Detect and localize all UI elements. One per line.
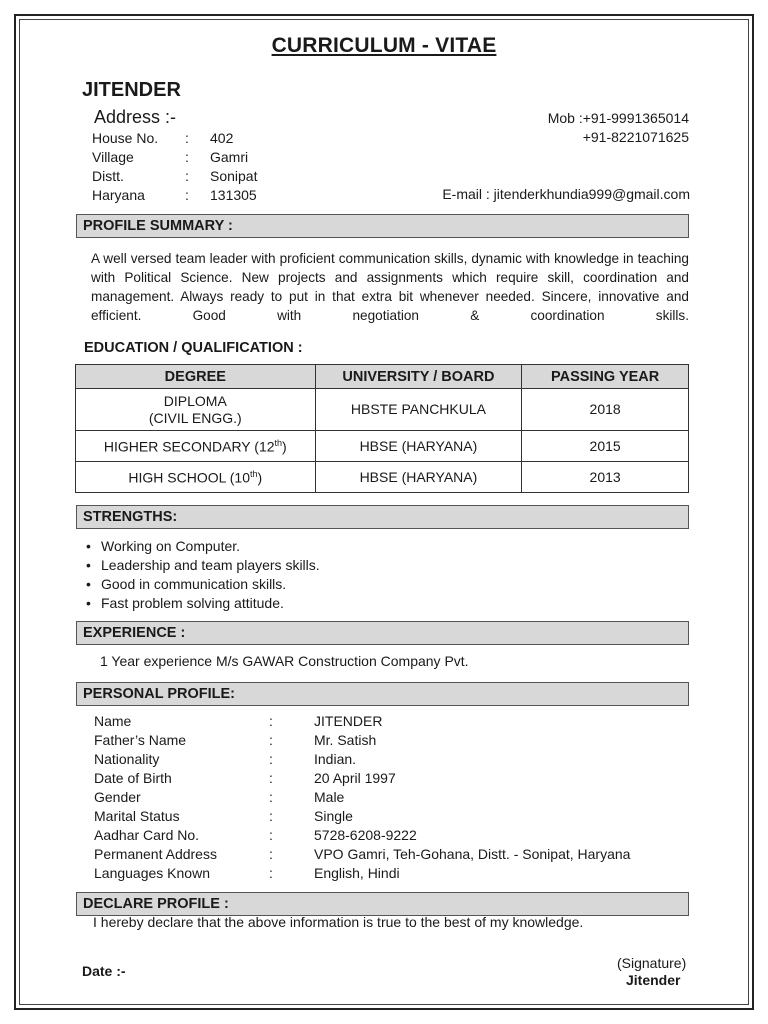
strengths-list <box>86 537 320 613</box>
email-address: E-mail : jitenderkhundia999@gmail.com <box>442 186 690 202</box>
list-item: • Leadership and team players skills. <box>86 556 320 575</box>
profile-value: Single <box>314 808 353 824</box>
table-header-row <box>76 365 689 389</box>
profile-colon: : <box>269 751 273 767</box>
profile-value: Mr. Satish <box>314 732 377 748</box>
profile-value: VPO Gamri, Teh-Gohana, Distt. - Sonipat, Haryana <box>314 846 631 862</box>
address-colon: : <box>185 187 189 203</box>
profile-key: Name <box>94 713 132 729</box>
experience-text: 1 Year experience M/s GAWAR Construction Company Pvt. <box>100 653 469 669</box>
profile-value: 5728-6208-9222 <box>314 827 417 843</box>
profile-colon: : <box>269 732 273 748</box>
mobile-primary: Mob :+91-9991365014 <box>547 110 689 126</box>
profile-row-marital <box>94 808 353 824</box>
profile-colon: : <box>269 770 273 786</box>
address-heading: Address :- <box>94 107 177 127</box>
profile-value: JITENDER <box>314 713 383 729</box>
education-heading: EDUCATION / QUALIFICATION : <box>84 340 303 356</box>
list-item: • Fast problem solving attitude. <box>86 594 320 613</box>
address-key: Village <box>92 149 134 165</box>
address-row-distt <box>92 168 257 184</box>
year-cell: 2018 <box>522 389 689 431</box>
profile-key: Date of Birth <box>94 770 172 786</box>
profile-row-name <box>94 713 382 729</box>
profile-value: Indian. <box>314 751 357 767</box>
table-header-cell: DEGREE <box>76 365 316 389</box>
profile-row-languages <box>94 865 400 881</box>
address-row-house <box>92 130 233 146</box>
experience-heading: EXPERIENCE : <box>76 621 689 645</box>
degree-text: HIGH SCHOOL (10 <box>128 469 251 486</box>
degree-sup: th <box>274 437 283 448</box>
address-colon: : <box>185 149 189 165</box>
profile-value: 20 April 1997 <box>314 770 396 786</box>
profile-key: Gender <box>94 789 141 805</box>
degree-line: DIPLOMA <box>163 392 227 409</box>
board-cell: HBSE (HARYANA) <box>315 462 522 493</box>
document-title: CURRICULUM - VITAE <box>271 34 497 57</box>
profile-key: Marital Status <box>94 808 180 824</box>
profile-colon: : <box>269 846 273 862</box>
applicant-name: JITENDER <box>82 79 181 101</box>
profile-row-father <box>94 732 376 748</box>
signature-name: Jitender <box>626 972 681 988</box>
declare-heading: DECLARE PROFILE : <box>76 892 689 916</box>
profile-colon: : <box>269 808 273 824</box>
profile-row-nationality <box>94 751 356 767</box>
profile-value: English, Hindi <box>314 865 400 881</box>
address-value: 402 <box>210 130 234 146</box>
year-cell: 2015 <box>522 431 689 462</box>
address-row-state <box>92 187 257 203</box>
address-value: 131305 <box>210 187 257 203</box>
address-key: Distt. <box>92 168 124 184</box>
profile-value: Male <box>314 789 345 805</box>
degree-cell <box>76 462 316 493</box>
profile-summary-heading: PROFILE SUMMARY : <box>76 214 689 238</box>
profile-key: Aadhar Card No. <box>94 827 200 843</box>
profile-key: Languages Known <box>94 865 210 881</box>
mobile-secondary: +91-8221071625 <box>582 129 689 145</box>
date-label: Date :- <box>82 963 126 979</box>
degree-end: ) <box>257 469 263 486</box>
degree-text: HIGHER SECONDARY (12 <box>103 438 275 455</box>
degree-line: (CIVIL ENGG.) <box>148 409 242 426</box>
profile-row-address <box>94 846 630 862</box>
address-value: Gamri <box>210 149 249 165</box>
profile-colon: : <box>269 865 273 881</box>
table-header-cell: UNIVERSITY / BOARD <box>315 365 522 389</box>
address-key: House No. <box>92 130 159 146</box>
degree-cell <box>76 431 316 462</box>
profile-colon: : <box>269 789 273 805</box>
profile-row-gender <box>94 789 344 805</box>
list-item: • Working on Computer. <box>86 537 320 556</box>
board-cell: HBSE (HARYANA) <box>315 431 522 462</box>
profile-key: Permanent Address <box>94 846 217 862</box>
table-header-cell: PASSING YEAR <box>522 365 689 389</box>
education-table <box>75 364 689 493</box>
address-key: Haryana <box>92 187 145 203</box>
year-cell: 2013 <box>522 462 689 493</box>
degree-sup: th <box>250 468 258 479</box>
address-colon: : <box>185 168 189 184</box>
strengths-heading: STRENGTHS: <box>76 505 689 529</box>
address-colon: : <box>185 130 189 146</box>
declare-text: I hereby declare that the above information is true to the best of my knowledge. <box>93 914 584 930</box>
table-row <box>76 389 689 431</box>
degree-cell <box>76 389 316 431</box>
signature-label: (Signature) <box>617 955 687 971</box>
table-row <box>76 431 689 462</box>
board-cell: HBSTE PANCHKULA <box>315 389 522 431</box>
profile-colon: : <box>269 827 273 843</box>
degree-end: ) <box>282 438 287 455</box>
table-row <box>76 462 689 493</box>
profile-colon: : <box>269 713 273 729</box>
list-item: • Good in communication skills. <box>86 575 320 594</box>
personal-profile-heading: PERSONAL PROFILE: <box>76 682 689 706</box>
profile-row-dob <box>94 770 396 786</box>
profile-row-aadhar <box>94 827 417 843</box>
profile-key: Father’s Name <box>94 732 187 748</box>
profile-key: Nationality <box>94 751 160 767</box>
address-row-village <box>92 149 248 165</box>
address-value: Sonipat <box>210 168 258 184</box>
profile-summary-text: A well versed team leader with proficient communication skills, dynamic with knowledge in teaching with Political Science. New projects and assignments which require skill, coordination and management. Always ready to put in that extra bit whenever needed. Sincere, innovative and efficient. Good with negotiation & coordination skills. <box>91 251 689 323</box>
